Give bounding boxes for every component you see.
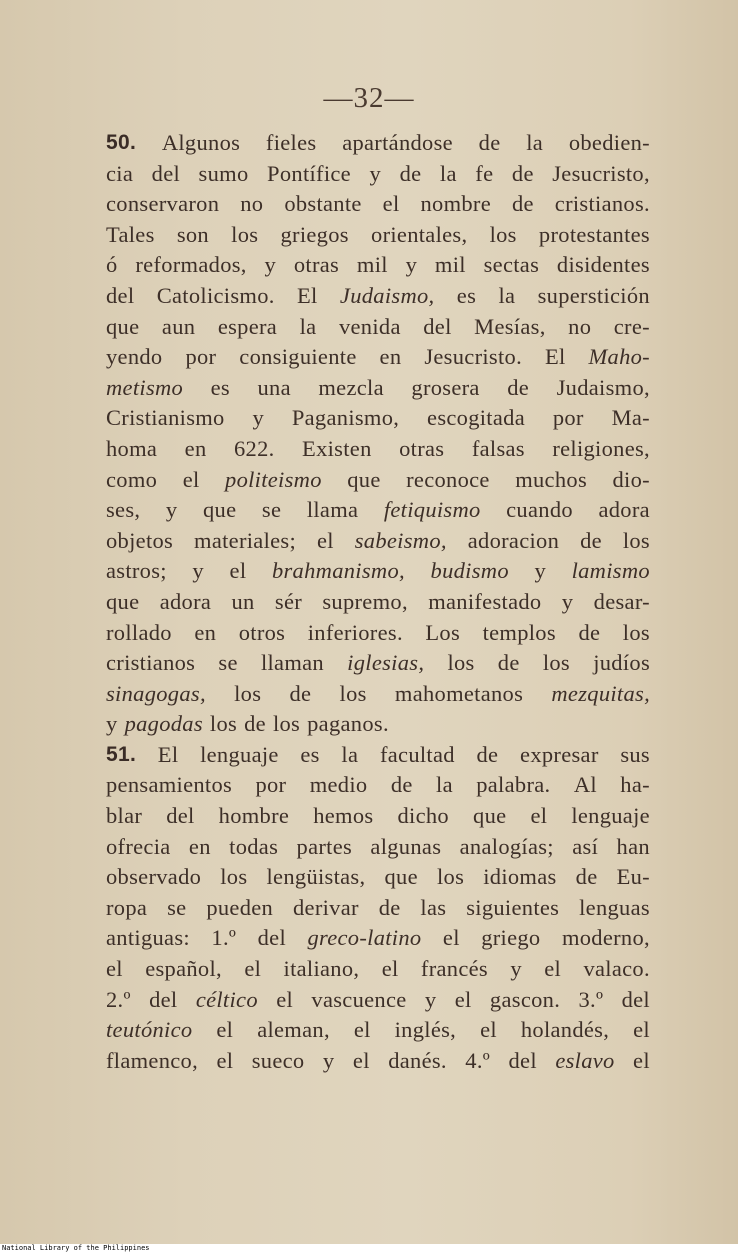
word: del — [257, 925, 286, 951]
word: y — [165, 497, 178, 523]
italic-term: fetiquismo — [383, 497, 481, 523]
word: se — [261, 497, 282, 523]
word: el — [216, 1017, 234, 1043]
word: del — [621, 986, 650, 1012]
word: los — [209, 711, 238, 737]
text-line — [106, 495, 650, 526]
word: Judaismo, — [556, 374, 650, 400]
word: de — [580, 527, 602, 553]
word: el — [352, 1047, 370, 1073]
word: 2.º — [106, 986, 131, 1012]
word: y — [534, 558, 546, 584]
word: los — [339, 680, 367, 706]
word: El — [544, 344, 566, 370]
text-line — [106, 862, 650, 893]
word: los — [436, 864, 465, 890]
word: Paganismo, — [291, 405, 400, 431]
text-line — [106, 893, 650, 924]
word: y — [264, 252, 277, 278]
word: aun — [161, 313, 196, 339]
word: sus — [620, 741, 650, 767]
word: grosera — [411, 374, 480, 400]
word: por — [185, 344, 217, 370]
word: conservaron — [106, 191, 220, 217]
word: 1.º — [211, 925, 237, 951]
word: otros — [238, 619, 286, 645]
word: danés. — [388, 1047, 447, 1073]
text-line — [106, 954, 650, 985]
text-line — [106, 648, 650, 679]
word: inferiores. — [307, 619, 403, 645]
word: mil — [356, 252, 388, 278]
word: 3.º — [578, 986, 604, 1012]
word: el — [276, 986, 294, 1012]
word: y — [405, 252, 418, 278]
word: Ma- — [611, 405, 650, 431]
word: la — [439, 160, 457, 186]
paragraph-number: 50. — [106, 131, 137, 154]
word: sectas — [483, 252, 540, 278]
word: y — [106, 711, 118, 737]
word: de — [578, 619, 601, 645]
word: la — [341, 741, 359, 767]
word: y — [424, 986, 437, 1012]
text-line — [106, 128, 650, 159]
italic-term: budismo — [430, 558, 509, 584]
word: partes — [296, 833, 353, 859]
text-line — [106, 801, 650, 832]
paragraph-number: 51. — [106, 742, 137, 766]
word: mezcla — [318, 374, 384, 400]
word: apartándose — [342, 130, 453, 155]
word: analogías; — [459, 833, 554, 859]
word: el — [633, 1047, 650, 1073]
word: el — [480, 1017, 497, 1043]
word: es — [456, 282, 477, 308]
word: holandés, — [520, 1017, 610, 1043]
word: el — [106, 956, 123, 982]
text-line — [106, 556, 650, 587]
word: cristianos — [106, 650, 196, 676]
text-line — [106, 618, 650, 649]
word: que — [202, 497, 237, 523]
word: griego — [481, 925, 541, 951]
word: ses, — [106, 497, 141, 523]
word: de — [289, 680, 312, 706]
word: francés — [420, 956, 488, 982]
word: flamenco, — [106, 1047, 199, 1073]
word: la — [498, 282, 516, 308]
word: moderno, — [561, 925, 650, 951]
word: rollado — [106, 619, 172, 645]
word: judíos — [593, 650, 650, 676]
word: el — [442, 925, 460, 951]
word: aleman, — [257, 1017, 330, 1043]
word: hemos — [313, 803, 374, 829]
word: manifestado — [428, 588, 542, 614]
word: reformados, — [135, 252, 247, 278]
text-line — [106, 373, 650, 404]
text-line — [106, 923, 650, 954]
word: lenguaje — [571, 803, 650, 829]
word: una — [257, 374, 291, 400]
word: obstante — [284, 191, 362, 217]
word: gascon. — [489, 986, 561, 1012]
word: los — [542, 650, 570, 676]
word: Eu- — [616, 864, 650, 890]
italic-term: mezquitas, — [551, 680, 650, 706]
word: mil — [434, 252, 466, 278]
text-line — [106, 740, 650, 771]
page-body-text — [106, 128, 650, 1076]
word: de — [511, 191, 534, 217]
word: espera — [217, 313, 278, 339]
word: los — [272, 711, 301, 737]
text-line — [106, 159, 650, 190]
word: de — [497, 650, 520, 676]
word: Tales — [106, 221, 155, 247]
word: el — [381, 956, 399, 982]
word: inglés, — [394, 1017, 457, 1043]
word: griegos — [280, 221, 349, 247]
word: supremo, — [322, 588, 408, 614]
word: se — [167, 894, 187, 920]
word: la — [436, 772, 453, 798]
word: que — [473, 803, 507, 829]
word: por — [552, 405, 584, 431]
word: dio- — [612, 466, 650, 492]
word: algunas — [370, 833, 442, 859]
word: cristianos. — [554, 191, 650, 217]
word: italiano, — [283, 956, 360, 982]
word: religiones, — [552, 435, 650, 461]
word: no — [568, 313, 592, 339]
text-line — [106, 526, 650, 557]
word: protestantes — [538, 221, 650, 247]
word: adora — [159, 588, 212, 614]
word: Pontífice — [267, 160, 351, 186]
word: de — [575, 864, 598, 890]
word: de — [378, 894, 401, 920]
word: templos — [482, 619, 556, 645]
text-line — [106, 465, 650, 496]
word: Jesucristo, — [552, 160, 650, 186]
italic-term: brahmanismo, — [271, 558, 405, 584]
word: cre- — [613, 313, 650, 339]
word: otras — [399, 435, 445, 461]
word: consiguiente — [239, 344, 357, 370]
word: todas — [229, 833, 279, 859]
word: idiomas — [483, 864, 557, 890]
text-line — [106, 220, 650, 251]
italic-term: lamismo — [571, 558, 650, 584]
word: lenguaje — [200, 741, 279, 767]
word: blar — [106, 803, 143, 829]
text-line — [106, 281, 650, 312]
italic-term: Maho- — [588, 344, 650, 370]
word: los — [622, 619, 650, 645]
word: derivar — [292, 894, 359, 920]
word: astros; — [106, 558, 167, 584]
word: las — [420, 894, 447, 920]
word: El — [157, 741, 179, 767]
word: y — [369, 160, 382, 186]
word: y — [322, 1047, 335, 1073]
word: como — [106, 466, 158, 492]
word: sueco — [251, 1047, 305, 1073]
word: Mesías, — [474, 313, 546, 339]
word: de — [244, 711, 266, 737]
word: los — [231, 221, 259, 247]
word: nombre — [420, 191, 492, 217]
word: facultad — [379, 741, 455, 767]
word: yendo — [106, 344, 163, 370]
word: cia — [106, 160, 134, 186]
word: medio — [309, 772, 368, 798]
text-line — [106, 342, 650, 373]
word: los — [489, 221, 517, 247]
word: observado — [106, 864, 202, 890]
word: de — [390, 772, 413, 798]
italic-term: sabeismo, — [354, 527, 447, 553]
word: expresar — [520, 741, 599, 767]
word: el — [530, 803, 548, 829]
word: superstición — [537, 282, 650, 308]
word: 4.º — [465, 1047, 491, 1073]
text-line — [106, 1015, 650, 1046]
word: no — [240, 191, 264, 217]
word: Cristianismo — [106, 405, 225, 431]
word: orientales, — [371, 221, 468, 247]
text-line — [106, 1046, 650, 1077]
word: Algunos — [161, 130, 241, 155]
text-line — [106, 403, 650, 434]
word: ha- — [620, 772, 650, 798]
word: de — [399, 160, 422, 186]
word: Jesucristo. — [424, 344, 522, 370]
word: un — [231, 588, 255, 614]
word: que — [384, 864, 418, 890]
italic-term: teutónico — [106, 1017, 193, 1043]
word: desar- — [593, 588, 650, 614]
word: lengüistas, — [266, 864, 366, 890]
word: del — [151, 160, 181, 186]
text-line — [106, 709, 650, 740]
word: se — [218, 650, 238, 676]
word: mahometanos — [394, 680, 524, 706]
word: que — [106, 313, 140, 339]
word: lenguas — [579, 894, 650, 920]
word: fieles — [265, 130, 317, 155]
text-line — [106, 434, 650, 465]
footer-credit: National Library of the Philippines — [2, 1244, 150, 1252]
word: de — [476, 741, 499, 767]
text-line — [106, 189, 650, 220]
word: en — [194, 619, 217, 645]
word: antiguas: — [106, 925, 190, 951]
word: de — [507, 374, 530, 400]
word: hombre — [218, 803, 290, 829]
word: del — [423, 313, 452, 339]
word: el — [244, 956, 262, 982]
word: obedien- — [568, 130, 650, 155]
word: y — [510, 956, 522, 982]
italic-term: greco-latino — [307, 925, 422, 951]
word: que — [106, 588, 140, 614]
text-line — [106, 250, 650, 281]
footer-bar — [0, 1244, 738, 1253]
text-line — [106, 770, 650, 801]
word: los — [234, 680, 262, 706]
word: del — [166, 803, 195, 829]
word: escogitada — [427, 405, 525, 431]
word: de — [478, 130, 501, 155]
word: fe — [475, 160, 494, 186]
word: en — [184, 435, 207, 461]
word: vascuence — [311, 986, 407, 1012]
word: de — [511, 160, 534, 186]
word: el — [382, 191, 400, 217]
italic-term: metismo — [106, 374, 184, 400]
italic-term: iglesias, — [347, 650, 425, 676]
word: llaman — [260, 650, 324, 676]
text-line — [106, 312, 650, 343]
word: es — [210, 374, 230, 400]
word: siguientes — [466, 894, 560, 920]
word: paganos. — [307, 711, 389, 737]
text-line — [106, 832, 650, 863]
word: objetos — [106, 527, 174, 553]
word: homa — [106, 435, 158, 461]
word: que — [347, 466, 381, 492]
text-line — [106, 587, 650, 618]
word: han — [616, 833, 650, 859]
word: adora — [598, 497, 650, 523]
word: disidentes — [556, 252, 650, 278]
italic-term: politeismo — [225, 466, 322, 492]
italic-term: pagodas — [124, 711, 203, 737]
word: son — [176, 221, 209, 247]
word: es — [300, 741, 320, 767]
word: el — [216, 1047, 234, 1073]
word: sér — [274, 588, 303, 614]
word: los — [447, 650, 475, 676]
word: valaco. — [583, 956, 650, 982]
word: los — [220, 864, 248, 890]
word: dicho — [397, 803, 449, 829]
italic-term: sinagogas, — [106, 680, 206, 706]
word: venida — [338, 313, 401, 339]
word: el — [633, 1017, 650, 1043]
word: palabra. — [476, 772, 551, 798]
word: Los — [425, 619, 461, 645]
text-line — [106, 679, 650, 710]
word: el — [182, 466, 200, 492]
word: otras — [293, 252, 340, 278]
word: y — [252, 405, 264, 431]
word: y — [561, 588, 574, 614]
word: la — [526, 130, 544, 155]
word: la — [299, 313, 317, 339]
word: así — [572, 833, 599, 859]
word: falsas — [471, 435, 525, 461]
word: y — [192, 558, 204, 584]
italic-term: Judaismo, — [339, 282, 435, 308]
word: Existen — [302, 435, 372, 461]
text-line — [106, 985, 650, 1016]
italic-term: eslavo — [555, 1047, 615, 1073]
word: en — [188, 833, 211, 859]
page-number: —32— — [323, 82, 415, 114]
word: del — [508, 1047, 537, 1073]
word: del — [149, 986, 178, 1012]
word: adoracion — [467, 527, 560, 553]
word: el — [316, 527, 334, 553]
word: reconoce — [406, 466, 490, 492]
word: cuando — [506, 497, 573, 523]
word: ofrecia — [106, 833, 171, 859]
word: del — [106, 282, 135, 308]
word: pensamientos — [106, 772, 233, 798]
word: El — [296, 282, 318, 308]
word: el — [454, 986, 472, 1012]
italic-term: céltico — [195, 986, 258, 1012]
word: pueden — [206, 894, 274, 920]
word: muchos — [515, 466, 587, 492]
word: español, — [145, 956, 222, 982]
word: el — [353, 1017, 371, 1043]
word: llama — [306, 497, 359, 523]
word: Catolicismo. — [156, 282, 275, 308]
word: el — [229, 558, 247, 584]
word: sumo — [198, 160, 249, 186]
word: 622. — [233, 435, 275, 461]
word: los — [622, 527, 650, 553]
word: Al — [573, 772, 597, 798]
word: por — [255, 772, 287, 798]
word: en — [379, 344, 402, 370]
word: ó — [106, 252, 118, 278]
word: el — [544, 956, 562, 982]
word: materiales; — [194, 527, 297, 553]
word: ropa — [106, 894, 148, 920]
